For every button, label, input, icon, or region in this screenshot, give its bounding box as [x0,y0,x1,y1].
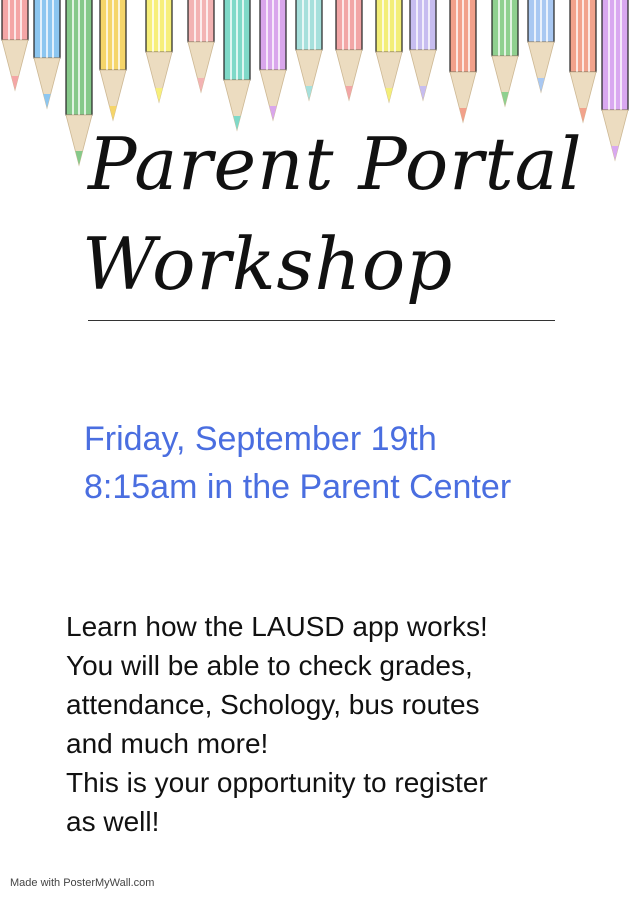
watermark: Made with PosterMyWall.com [10,877,155,889]
description-line: and much more! [66,728,269,759]
pencil [146,0,172,102]
description [66,607,606,841]
pencil [376,0,402,102]
pencil [492,0,518,106]
pencil [34,0,60,108]
title-line-1: Parent Portal [88,122,583,206]
description-line: Learn how the LAUSD app works! [66,611,488,642]
pencil [450,0,476,122]
event-time-place: 8:15am in the Parent Center [84,468,512,506]
pencil [260,0,286,120]
pencil [296,0,322,100]
title-line-2: Workshop [82,222,454,306]
pencil [528,0,554,92]
description-line: as well! [66,806,160,837]
title-underline [88,320,555,321]
pencil [410,0,436,100]
description-line: This is your opportunity to register [66,767,488,798]
description-line: You will be able to check grades, [66,650,473,681]
pencil [224,0,250,130]
pencil [602,0,628,160]
pencil [2,0,28,90]
pencil [570,0,596,122]
pencil [188,0,214,92]
pencil [336,0,362,100]
pencil [100,0,126,120]
event-date: Friday, September 19th [84,420,437,458]
description-line: attendance, Schology, bus routes [66,689,480,720]
